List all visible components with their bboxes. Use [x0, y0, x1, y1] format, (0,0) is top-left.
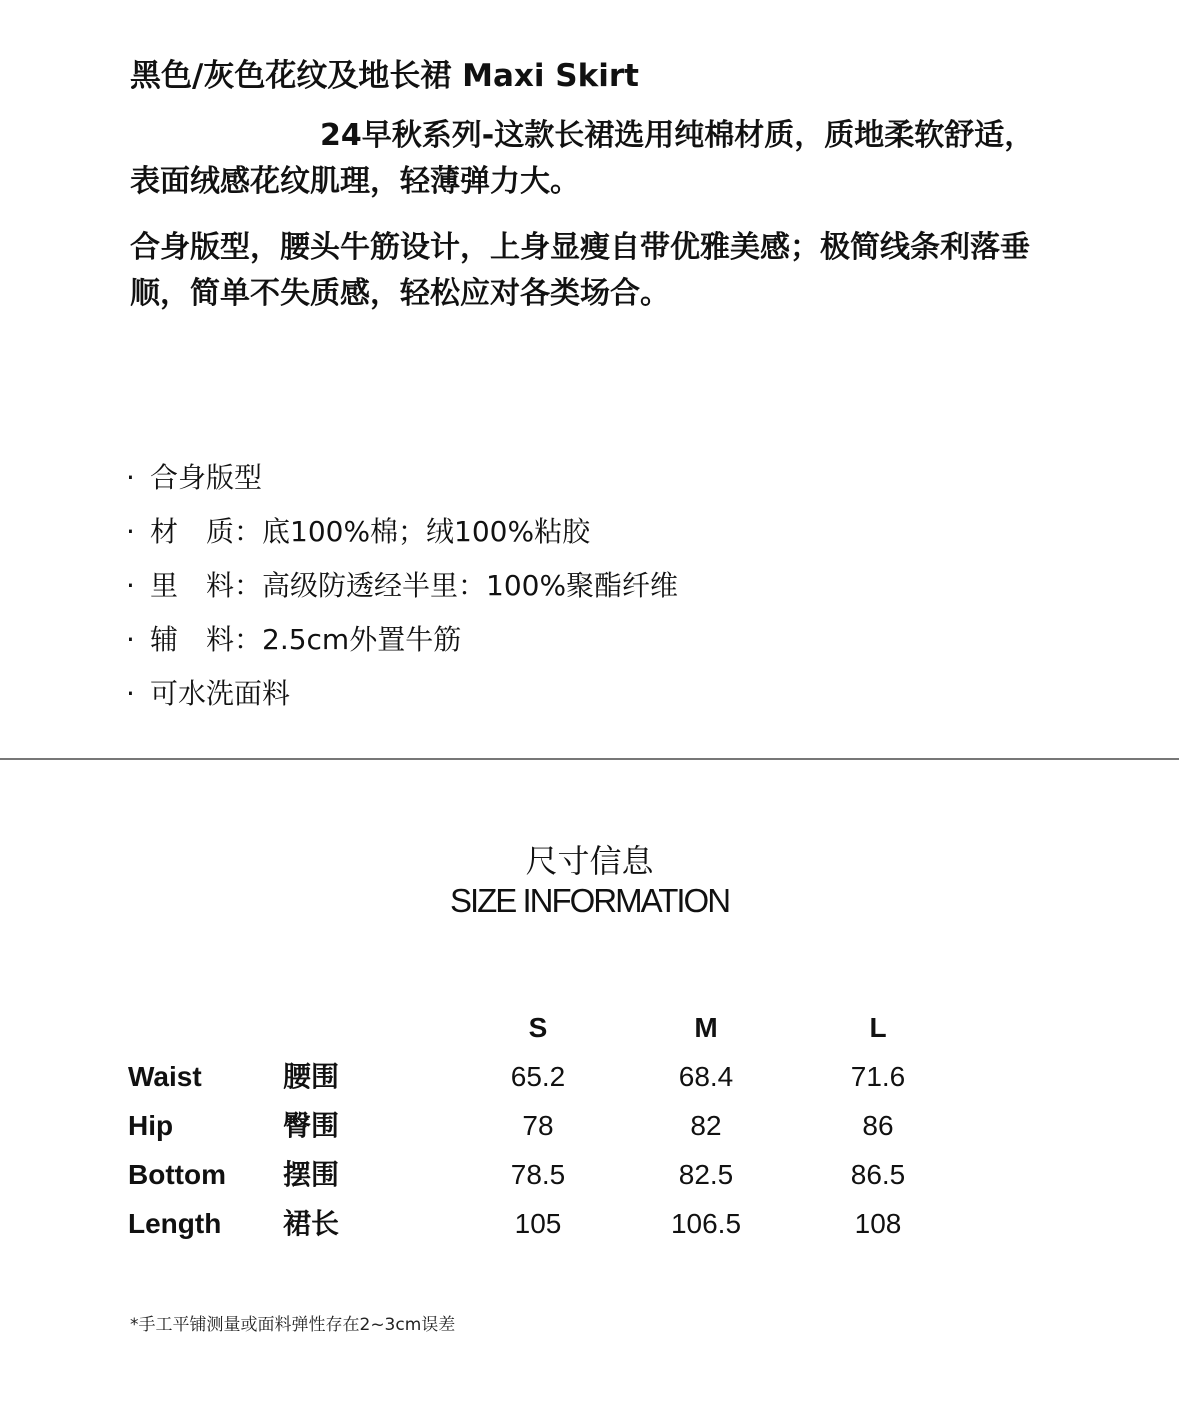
row-label-en: Waist	[128, 1061, 202, 1092]
size-header-l: L	[869, 1012, 887, 1043]
size-header-m: M	[694, 1012, 718, 1043]
bullet-icon: ·	[126, 515, 135, 548]
feature-list	[126, 455, 678, 725]
size-row-hip	[0, 1101, 1179, 1150]
section-divider	[0, 758, 1179, 760]
bullet-icon: ·	[126, 461, 135, 494]
product-description-1: 24早秋系列-这款长裙选用纯棉材质，质地柔软舒适，表面绒感花纹肌理，轻薄弹力大。	[130, 118, 1035, 199]
feature-item	[126, 617, 678, 671]
size-title-cn: 尺寸信息	[525, 842, 654, 880]
bullet-icon: ·	[126, 623, 135, 656]
size-row-waist	[0, 1052, 1179, 1101]
product-description-2: 合身版型，腰头牛筋设计，上身显瘦自带优雅美感；极简线条利落垂顺，简单不失质感，轻松应对各类场合。	[130, 230, 1030, 311]
feature-text: 可水洗面料	[150, 677, 291, 710]
size-value: 82	[690, 1110, 722, 1141]
size-header-s: S	[528, 1012, 548, 1043]
size-title-en: SIZE INFORMATION	[449, 882, 730, 919]
feature-text: 里 料：高级防透经半里：100%聚酯纤维	[150, 569, 679, 602]
feature-text: 材 质：底100%棉；绒100%粘胶	[150, 515, 591, 548]
size-header-row	[0, 1003, 1179, 1052]
size-value: 105	[514, 1208, 562, 1239]
bullet-icon: ·	[126, 569, 135, 602]
row-label-en: Length	[128, 1208, 222, 1239]
size-value: 108	[854, 1208, 902, 1239]
measurement-footnote: *手工平铺测量或面料弹性存在2~3cm误差	[130, 1315, 456, 1335]
size-value: 78.5	[510, 1159, 566, 1190]
size-value: 71.6	[850, 1061, 906, 1092]
size-value: 86.5	[850, 1159, 906, 1190]
size-value: 68.4	[678, 1061, 734, 1092]
size-value: 82.5	[678, 1159, 734, 1190]
feature-item	[126, 671, 678, 725]
row-label-cn: 腰围	[283, 1060, 340, 1093]
row-label-en: Hip	[128, 1110, 174, 1141]
feature-item	[126, 455, 678, 509]
size-value: 106.5	[670, 1208, 742, 1239]
size-value: 78	[522, 1110, 554, 1141]
feature-text: 辅 料：2.5cm外置牛筋	[150, 623, 462, 656]
row-label-cn: 臀围	[283, 1109, 340, 1142]
feature-item	[126, 563, 678, 617]
row-label-en: Bottom	[128, 1159, 226, 1190]
bullet-icon: ·	[126, 677, 135, 710]
row-label-cn: 摆围	[283, 1158, 340, 1191]
size-value: 86	[862, 1110, 894, 1141]
size-table	[0, 1003, 1179, 1248]
row-label-cn: 裙长	[283, 1207, 340, 1240]
feature-item	[126, 509, 678, 563]
size-row-bottom	[0, 1150, 1179, 1199]
size-row-length	[0, 1199, 1179, 1248]
product-title: 黑色/灰色花纹及地长裙 Maxi Skirt	[130, 58, 639, 94]
feature-text: 合身版型	[150, 461, 263, 494]
size-value: 65.2	[510, 1061, 566, 1092]
